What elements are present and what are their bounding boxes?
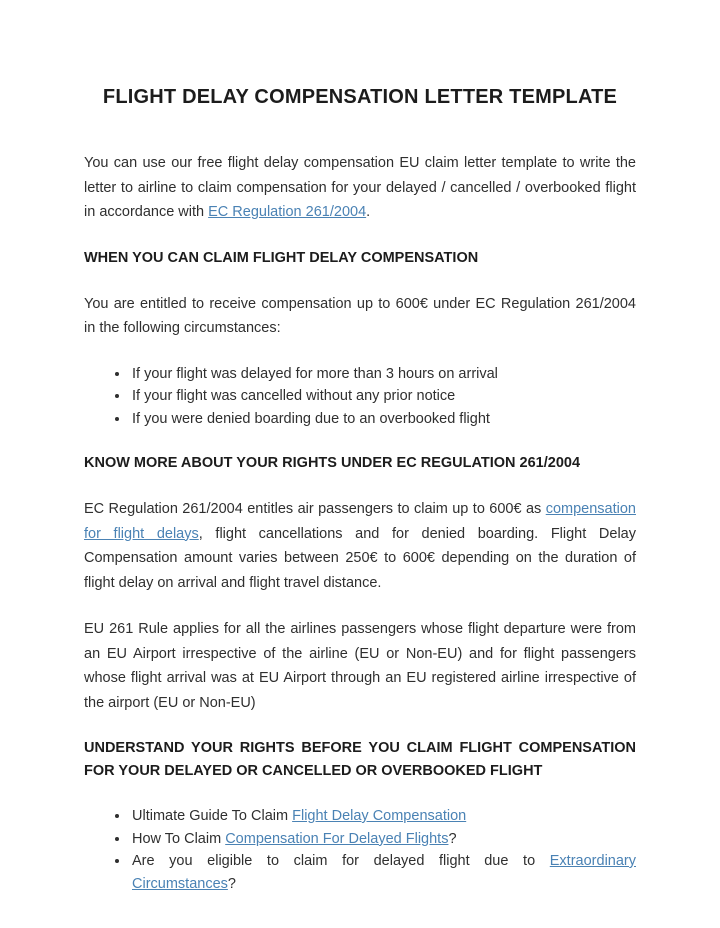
eligibility-text-post: ? — [227, 875, 236, 892]
page-title: FLIGHT DELAY COMPENSATION LETTER TEMPLATE — [102, 86, 618, 108]
list-item-denied-boarding: • If you were denied boarding due to an overbooked flight — [130, 408, 636, 431]
intro-paragraph — [84, 151, 636, 225]
heading-understand-your-rights: UNDERSTAND YOUR RIGHTS BEFORE YOU CLAIM FLIGHT COMPENSATION FOR YOUR DELAYED OR CANCELLED OR OVERBOOKED FLIGHT — [84, 740, 636, 779]
guides-list — [84, 805, 636, 895]
know-more-text-pre: EC Regulation 261/2004 entitles air passengers to claim up to 600€ as — [84, 501, 546, 517]
eu-261-rule-paragraph: EU 261 Rule applies for all the airlines passengers whose flight departure were from an EU Airport irrespective of the airline (EU or Non-EU) and for flight passengers whose flight arrival was at EU Airport through an EU registered airline irrespective of the airport (EU or Non-EU) — [84, 621, 636, 711]
link-ec-regulation-261-2004[interactable]: EC Regulation 261/2004 — [208, 204, 367, 220]
how-to-claim-text-post: ? — [448, 830, 457, 847]
intro-text-pre: You can use our free flight delay compensation EU claim letter template to write the letter to airline to claim compensation for your delayed / cancelled / overbooked flight in accordance with — [84, 155, 636, 220]
list-item-how-to-claim — [130, 828, 636, 851]
know-more-paragraph-1 — [84, 497, 636, 595]
know-more-text-post: , flight cancellations and for denied boarding. Flight Delay Compensation amount varies between 250€ to 600€ depending on the duration of flight delay on arrival and flight travel distance. — [84, 525, 636, 591]
when-claim-paragraph: You are entitled to receive compensation up to 600€ under EC Regulation 261/2004 in the following circumstances: — [84, 295, 636, 336]
guide-text-pre: Ultimate Guide To Claim — [132, 808, 293, 824]
eligibility-text-pre: Are you eligible to claim for delayed flight due to — [132, 853, 550, 869]
list-item-ultimate-guide — [130, 805, 636, 828]
list-item-cancelled-no-notice: • If your flight was cancelled without any prior notice — [130, 385, 636, 408]
link-compensation-for-delayed-flights[interactable]: Compensation For Delayed Flights — [225, 830, 449, 847]
intro-text-post: . — [366, 204, 371, 220]
list-item-extraordinary-eligibility — [130, 850, 636, 895]
link-flight-delay-compensation[interactable]: Flight Delay Compensation — [292, 808, 467, 824]
heading-when-you-can-claim: WHEN YOU CAN CLAIM FLIGHT DELAY COMPENSATION — [84, 249, 479, 266]
link-compensation-for-flight-delays[interactable]: compensation for flight delays — [84, 501, 636, 542]
how-to-claim-text-pre: How To Claim — [132, 830, 226, 847]
heading-know-more-rights: KNOW MORE ABOUT YOUR RIGHTS UNDER EC REGULATION 261/2004 — [84, 455, 581, 471]
link-extraordinary-circumstances[interactable]: Extraordinary Circumstances — [132, 853, 636, 892]
list-item-delayed-3-hours: • If your flight was delayed for more than 3 hours on arrival — [130, 363, 636, 386]
claim-circumstances-list — [84, 363, 636, 431]
